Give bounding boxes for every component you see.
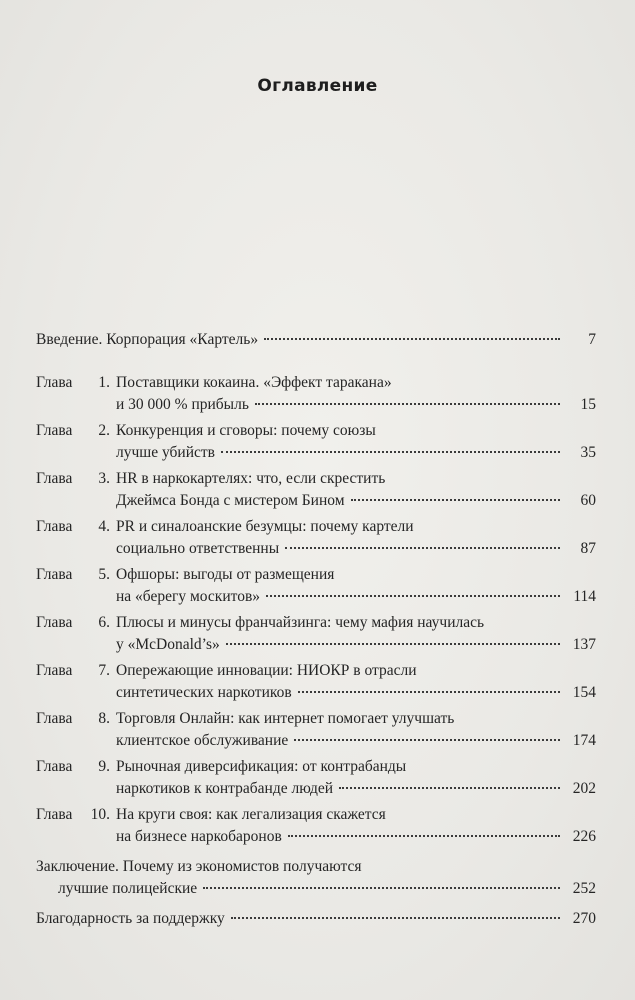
dot-leader (351, 499, 560, 501)
dot-leader (294, 739, 560, 741)
chapter-prefix: Глава (36, 614, 73, 631)
toc-entry-title-line: и 30 000 % прибыль (116, 396, 249, 413)
dot-leader (203, 887, 560, 889)
chapter-prefix: Глава (36, 518, 73, 535)
toc-page-number: 114 (573, 588, 596, 605)
dot-leader (255, 403, 560, 405)
chapter-number: 9. (98, 758, 110, 775)
toc-page-number: 35 (580, 444, 596, 461)
toc-entry-title: Благодарность за поддержку (36, 910, 225, 927)
chapter-prefix: Глава (36, 566, 73, 583)
toc-entry-chapter-2[interactable] (36, 420, 596, 464)
toc-entry-title: Введение. Корпорация «Картель» (36, 331, 259, 348)
dot-leader (266, 595, 560, 597)
toc-page-number: 15 (580, 396, 596, 413)
chapter-prefix: Глава (36, 806, 73, 823)
dot-leader (339, 787, 560, 789)
toc-entry-title-line: На круги своя: как легализация скажется (116, 806, 386, 823)
toc-entry-title-line: социально ответственны (116, 540, 280, 557)
toc-entry-title-line: лучше убийств (116, 444, 215, 461)
chapter-prefix: Глава (36, 470, 73, 487)
toc-entry-title-line: HR в наркокартелях: что, если скрестить (116, 470, 386, 487)
toc-entry-chapter-10[interactable] (36, 804, 596, 848)
toc-entry-chapter-8[interactable] (36, 708, 596, 752)
dot-leader (298, 691, 560, 693)
chapter-number: 8. (98, 710, 110, 727)
page-title: Оглавление (257, 76, 378, 96)
chapter-prefix: Глава (36, 374, 73, 391)
toc-page-number: 270 (572, 910, 596, 927)
chapter-number: 7. (98, 662, 110, 679)
chapter-prefix: Глава (36, 758, 73, 775)
toc-entry-title-line: Конкуренция и сговоры: почему союзы (116, 422, 376, 439)
toc-entry-chapter-3[interactable] (36, 468, 596, 512)
toc-entry-chapter-4[interactable] (36, 516, 596, 560)
toc-page-number: 137 (572, 636, 596, 653)
toc-entry-title-line: Торговля Онлайн: как интернет помогает улучшать (116, 710, 455, 727)
toc-entry-title-line: на «берегу москитов» (116, 588, 261, 605)
toc-entry-conclusion[interactable] (36, 856, 596, 900)
chapter-number: 2. (98, 422, 110, 439)
chapter-prefix: Глава (36, 662, 73, 679)
toc-page-number: 202 (572, 780, 596, 797)
chapter-number: 6. (98, 614, 110, 631)
table-of-contents (36, 329, 596, 930)
chapter-number: 4. (98, 518, 110, 535)
toc-entry-title-line: PR и синалоанские безумцы: почему картели (116, 518, 414, 535)
dot-leader (221, 451, 560, 453)
toc-entry-title-line: Плюсы и минусы франчайзинга: чему мафия научилась (116, 614, 485, 631)
chapter-prefix: Глава (36, 422, 73, 439)
toc-page-number: 174 (572, 732, 596, 749)
toc-entry-title-line: Рыночная диверсификация: от контрабанды (116, 758, 407, 775)
dot-leader (264, 338, 560, 340)
toc-entry-chapter-7[interactable] (36, 660, 596, 704)
toc-entry-title-line: Заключение. Почему из экономистов получаются (36, 858, 362, 875)
chapter-prefix: Глава (36, 710, 73, 727)
toc-entry-chapter-1[interactable] (36, 372, 596, 416)
toc-page-number: 252 (572, 880, 596, 897)
toc-page-number: 154 (572, 684, 596, 701)
toc-page-number: 60 (580, 492, 596, 509)
toc-entry-title-line: Опережающие инновации: НИОКР в отрасли (116, 662, 417, 679)
toc-entry-chapter-9[interactable] (36, 756, 596, 800)
toc-entry-intro[interactable] (36, 329, 596, 351)
toc-page-number: 7 (588, 331, 596, 348)
toc-entry-title-line: Поставщики кокаина. «Эффект таракана» (116, 374, 392, 391)
toc-page-number: 226 (572, 828, 596, 845)
toc-entry-title-line: клиентское обслуживание (116, 732, 289, 749)
toc-entry-title-line: наркотиков к контрабанде людей (116, 780, 334, 797)
chapter-number: 1. (98, 374, 110, 391)
dot-leader (288, 835, 560, 837)
toc-entry-title-line: лучшие полицейские (58, 880, 198, 897)
toc-entry-chapter-5[interactable] (36, 564, 596, 608)
toc-entry-title-line: Джеймса Бонда с мистером Бином (116, 492, 345, 509)
chapter-number: 5. (98, 566, 110, 583)
toc-entry-title-line: на бизнесе наркобаронов (116, 828, 282, 845)
toc-entry-chapter-6[interactable] (36, 612, 596, 656)
chapter-number: 3. (98, 470, 110, 487)
dot-leader (285, 547, 560, 549)
toc-entry-title-line: у «McDonald’s» (116, 636, 220, 653)
toc-page-number: 87 (580, 540, 596, 557)
dot-leader (231, 917, 560, 919)
toc-entry-title-line: Офшоры: выгоды от размещения (116, 566, 335, 583)
toc-entry-title-line: синтетических наркотиков (116, 684, 292, 701)
chapter-number: 10. (90, 806, 110, 823)
dot-leader (226, 643, 560, 645)
toc-entry-acknowledgements[interactable] (36, 908, 596, 930)
